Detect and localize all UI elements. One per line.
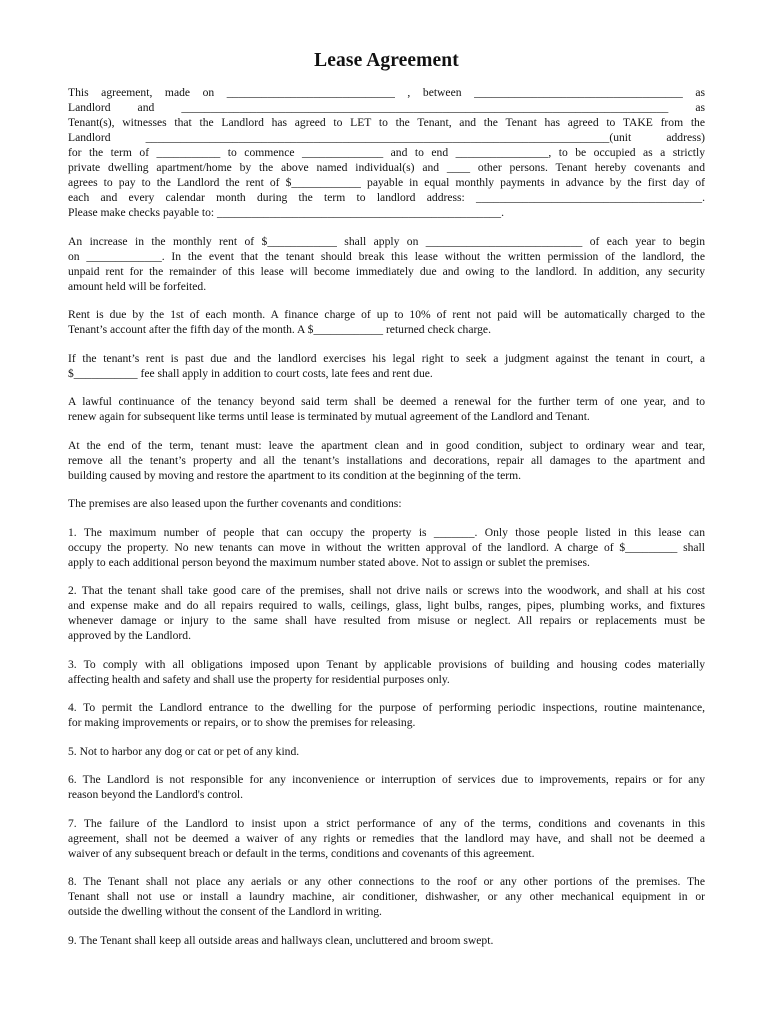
paragraph [68, 657, 705, 687]
paragraph-line: affecting health and safety and shall use the property for residential purposes only. [68, 672, 450, 686]
paragraph-line: unpaid rent for the remainder of this lease will become immediately due and owing to the landlord. In addition, any security [68, 264, 705, 278]
paragraph-line: each and every calendar month during the term to landlord address: _______________________________________. [68, 191, 705, 204]
paragraph-line: remove all the tenant’s property and all the tenant’s installations and decorations, repair all damages to the apartment and [68, 453, 705, 467]
paragraph-line: outside the dwelling without the consent of the Landlord in writing. [68, 905, 382, 918]
paragraph-line: 9. The Tenant shall keep all outside areas and hallways clean, uncluttered and broom swept. [68, 933, 494, 947]
paragraph-line: private dwelling apartment/home by the above named individual(s) and ____ other persons. Tenant hereby covenants and [68, 161, 705, 174]
paragraph-line: agrees to pay to the Landlord the rent of $____________ payable in equal monthly payments in advance by the first day of [68, 176, 705, 189]
document-title: Lease Agreement [314, 50, 459, 71]
paragraph [68, 772, 705, 802]
paragraph [68, 85, 705, 220]
paragraph-line: whenever damage or injury to the same shall have resulted from misuse or neglect. All repairs or replacements must be [68, 614, 705, 627]
paragraph-line: waiver of any subsequent breach or default in the terms, conditions and covenants of this agreement. [68, 846, 535, 860]
paragraph-line: 2. That the tenant shall take good care of the premises, shall not drive nails or screws into the woodwork, and shall at his cost [68, 584, 705, 597]
paragraph-line: 3. To comply with all obligations imposed upon Tenant by applicable provisions of building and housing codes materially [68, 657, 705, 671]
paragraph [68, 307, 705, 337]
paragraph-line: Tenant(s), witnesses that the Landlord has agreed to LET to the Tenant, and the Tenant has agreed to TAKE from the [68, 116, 705, 129]
paragraph [68, 351, 705, 381]
paragraph [68, 816, 705, 861]
paragraph-line: for making improvements or repairs, or to show the premises for releasing. [68, 716, 416, 729]
paragraph-line: The premises are also leased upon the further covenants and conditions: [68, 497, 402, 510]
paragraph-line: Tenant shall not use or install a laundry machine, air conditioner, dishwasher, or any other mechanical equipment in or [68, 890, 705, 903]
paragraph-line: Rent is due by the 1st of each month. A finance charge of up to 10% of rent not paid will be automatically charged to the [68, 308, 705, 321]
paragraph-line: If the tenant’s rent is past due and the landlord exercises his legal right to seek a judgment against the tenant in court, a [68, 351, 705, 365]
paragraph [68, 438, 705, 483]
paragraph-line: reason beyond the Landlord's control. [68, 788, 243, 801]
paragraph-line: An increase in the monthly rent of $____________ shall apply on ___________________________ of each year to begin [68, 234, 705, 248]
paragraph-line: amount held will be forfeited. [68, 279, 207, 293]
paragraph-line: on _____________. In the event that the tenant should break this lease without the written permission of the landlord, the [68, 249, 705, 263]
paragraph-line: This agreement, made on _____________________________ , between ____________________________________ as [68, 86, 705, 99]
document-page [68, 0, 705, 961]
paragraph-line: 4. To permit the Landlord entrance to the dwelling for the purpose of performing periodic inspections, routine maintenance, [68, 701, 705, 714]
paragraph [68, 496, 705, 511]
paragraph [68, 933, 705, 948]
paragraph-line: 8. The Tenant shall not place any aerials or any other connections to the roof or any other portions of the premises. The [68, 875, 705, 888]
paragraph [68, 874, 705, 919]
paragraph-line: apply to each additional person beyond the maximum number stated above. Not to assign or sublet the premises. [68, 555, 590, 569]
paragraph [68, 583, 705, 643]
paragraph-line: Tenant’s account after the fifth day of the month. A $____________ returned check charge. [68, 323, 491, 336]
paragraph-line: Please make checks payable to: _________________________________________________. [68, 206, 504, 219]
paragraph-line: $___________ fee shall apply in addition to court costs, late fees and rent due. [68, 366, 433, 380]
paragraph-line: approved by the Landlord. [68, 629, 191, 642]
paragraph-line: Landlord and ____________________________________________________________________________________ as [68, 101, 705, 114]
document-body [68, 85, 705, 948]
paragraph-line: Landlord ________________________________________________________________________________(unit address) [68, 131, 705, 144]
paragraph [68, 525, 705, 570]
paragraph-line: renew again for subsequent like terms until lease is terminated by mutual agreement of the Landlord and Tenant. [68, 410, 590, 423]
paragraph-line: agreement, shall not be deemed a waiver of any rights or remedies that the landlord may have, and shall not be deemed a [68, 831, 705, 845]
paragraph-line: At the end of the term, tenant must: leave the apartment clean and in good condition, subject to ordinary wear and tear, [68, 438, 705, 452]
paragraph-line: 6. The Landlord is not responsible for any inconvenience or interruption of services due to improvements, repairs or for any [68, 773, 705, 786]
paragraph-line: for the term of ___________ to commence ______________ and to end ________________, to be occupied as a strictly [68, 146, 705, 159]
paragraph-line: and expense make and do all repairs required to walls, ceilings, glass, light bulbs, ranges, pipes, plumbing works, and fixtures [68, 599, 705, 612]
paragraph-line: 5. Not to harbor any dog or cat or pet of any kind. [68, 744, 300, 758]
paragraph [68, 700, 705, 730]
paragraph [68, 234, 705, 294]
paragraph-line: building caused by moving and restore the apartment to its condition at the beginning of the term. [68, 468, 522, 482]
paragraph-line: 1. The maximum number of people that can occupy the property is _______. Only those people listed in this lease can [68, 525, 705, 539]
paragraph [68, 744, 705, 759]
paragraph-line: 7. The failure of the Landlord to insist upon a strict performance of any of the terms, conditions and covenants in this [68, 816, 705, 830]
paragraph-line: A lawful continuance of the tenancy beyond said term shall be deemed a renewal for the further term of one year, and to [68, 395, 705, 408]
paragraph-line: occupy the property. No new tenants can move in without the written approval of the landlord. A charge of $_________ shall [68, 540, 705, 554]
paragraph [68, 394, 705, 424]
